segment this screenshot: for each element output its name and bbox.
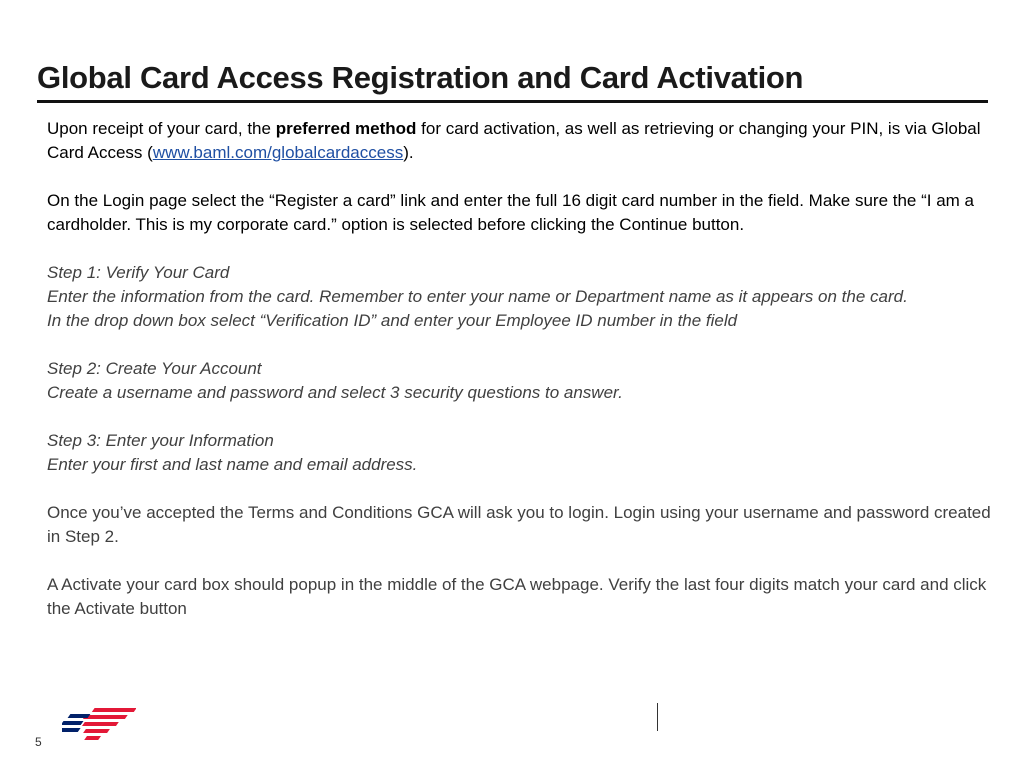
step-2-block	[47, 357, 992, 405]
step-1-block	[47, 261, 992, 333]
step-3-block	[47, 429, 992, 477]
logo-stripe-navy-1	[68, 714, 91, 718]
step-1-line-1: Enter the information from the card. Remember to enter your name or Department name as it appears on the card.	[47, 287, 908, 306]
logo-stripe-red-2	[83, 715, 128, 719]
logo-stripe-navy-2	[62, 721, 83, 725]
activate-paragraph: A Activate your card box should popup in the middle of the GCA webpage. Verify the last four digits match your card and click the Activate button	[47, 575, 987, 618]
step-1-line-2: In the drop down box select “Verification ID” and enter your Employee ID number in the field	[47, 311, 738, 330]
terms-paragraph: Once you’ve accepted the Terms and Conditions GCA will ask you to login. Login using your username and password created in Step 2.	[47, 503, 991, 546]
intro-paragraph	[47, 117, 992, 165]
preferred-method-emphasis: preferred method	[275, 119, 417, 138]
step-3-line-1: Enter your first and last name and email address.	[47, 455, 418, 474]
globalcardaccess-link[interactable]: www.baml.com/globalcardaccess	[152, 143, 404, 162]
step-2-line-1: Create a username and password and select 3 security questions to answer.	[47, 383, 623, 402]
step-2-heading: Step 2: Create Your Account	[47, 359, 262, 378]
logo-stripe-red-3	[82, 722, 119, 726]
logo-stripe-navy-3	[62, 728, 81, 732]
page-number: 5	[35, 735, 42, 749]
title-underline	[37, 100, 988, 103]
step-1-heading: Step 1: Verify Your Card	[47, 263, 230, 282]
intro-text-end: ).	[403, 143, 414, 162]
logo-stripe-red-4	[83, 729, 110, 733]
logo-stripe-red-1	[92, 708, 136, 712]
login-instructions: On the Login page select the “Register a card” link and enter the full 16 digit card number in the field. Make sure the “I am a cardholder. This is my corporate card.” option is selected before clicking the Continue button.	[47, 191, 975, 234]
step-3-heading: Step 3: Enter your Information	[47, 431, 274, 450]
intro-text-start: Upon receipt of your card, the	[47, 119, 276, 138]
logo-stripe-red-5	[84, 736, 101, 740]
intro-text-middle: for card activation, as well as retrieving or changing your PIN, is via Global Card Access (	[47, 119, 981, 162]
footer-divider	[657, 703, 658, 731]
slide-body	[47, 117, 992, 621]
bank-flag-logo-icon	[62, 706, 136, 748]
page-title: Global Card Access Registration and Card Activation	[37, 60, 804, 95]
